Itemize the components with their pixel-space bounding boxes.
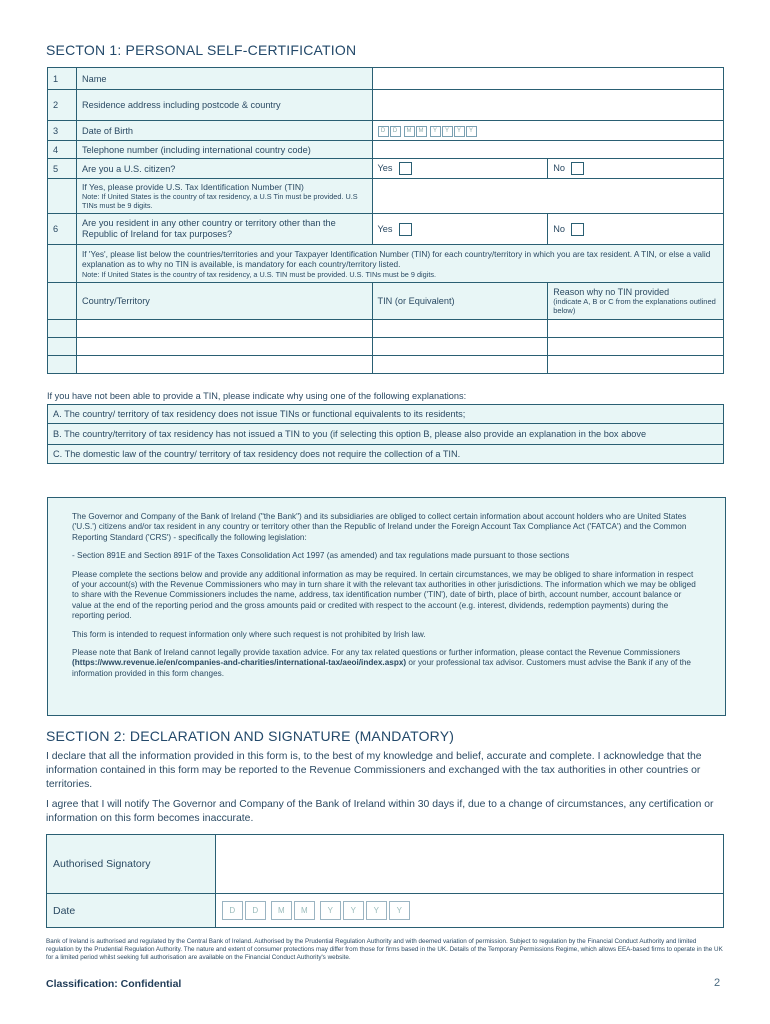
no-label: No [553, 162, 565, 173]
date-digit-box[interactable]: M [294, 901, 315, 920]
col-tin-header: TIN (or Equivalent) [372, 283, 548, 320]
date-label: Date [47, 894, 216, 928]
tin-question: If Yes, please provide U.S. Tax Identification Number (TIN) [81, 182, 304, 192]
signature-date-input[interactable] [215, 894, 723, 928]
info-paragraph: This form is intended to request information only where such request is not prohibited by Irish law. [72, 629, 426, 639]
list-item [48, 424, 724, 445]
row-number: 3 [48, 121, 77, 141]
explanations-table [47, 404, 724, 464]
section1-title: SECTON 1: PERSONAL SELF-CERTIFICATION [46, 42, 357, 58]
list-instruction: If 'Yes', please list below the countries/territories and your Taxpayer Identification Number (TIN) for each country/territory in which you are tax resident. A TIN, or else a valid explanation as to why no TIN is available, is mandatory for each country/territory listed. [81, 248, 711, 269]
explanations-intro: If you have not been able to provide a TIN, please indicate why using one of the following explanations: [47, 391, 467, 401]
reason-input[interactable] [548, 338, 724, 356]
no-checkbox[interactable] [571, 162, 584, 175]
name-label: Name [76, 68, 372, 90]
col-reason-header [548, 283, 724, 320]
dob-input[interactable] [372, 121, 724, 141]
table-row [48, 356, 724, 374]
address-input[interactable] [372, 90, 724, 121]
reason-input[interactable] [548, 320, 724, 338]
date-digit-box[interactable]: D [222, 901, 243, 920]
signatory-label: Authorised Signatory [47, 835, 216, 894]
us-citizen-yes[interactable] [372, 159, 548, 179]
signature-table [46, 834, 724, 928]
date-digit-box[interactable]: M [271, 901, 292, 920]
other-residency-yes[interactable] [372, 214, 548, 245]
info-paragraph: Please complete the sections below and provide any additional information as may be required. In certain circumstances, we may be obliged to share information in respect of your account(s) with the Revenue Commissioners who may in turn share it with the relevant tax authorities in other jurisdictions. The information which we may be obliged to share with the Revenue Commissioners includes the name, address, tax identification number ('TIN'), date of birth, place of birth, account number, account balance or value at the end of the reporting period and the gross amounts paid or credited with respect to the account (e.g. interest, dividends, redemption payments) during the reporting period. [72, 569, 696, 621]
no-checkbox[interactable] [571, 223, 584, 236]
info-paragraph: The Governor and Company of the Bank of Ireland ("the Bank") and its subsidiaries are obliged to collect certain information about account holders who are United States ('U.S.') citizens and/or tax resident in any country or territory other than the Republic of Ireland under the Foreign Account Tax Compliance Act ('FATCA') and the Common Reporting Standard ('CRS') - specifically the following legislation: [72, 512, 687, 542]
name-input[interactable] [372, 68, 724, 90]
address-label: Residence address including postcode & country [76, 90, 372, 121]
date-digit-box[interactable]: D [390, 126, 401, 137]
list-item [48, 405, 724, 424]
personal-info-table [47, 67, 724, 374]
date-digit-box[interactable]: Y [454, 126, 465, 137]
regulatory-footer: Bank of Ireland is authorised and regulated by the Central Bank of Ireland. Authorised by the Prudential Regulation Authority and with deemed variation of permission. Subject to regulation by the Financial Conduct Authority and limited regulation by the Prudential Regulation Authority. The nature and extent of consumer protections may differ from those for firms based in the UK. Details of the Temporary Permissions Regime, which allows EEA-based firms to operate in the UK for a limited period whilst seeking full authorisation are available on the Financial Conduct Authority's website. [46, 938, 723, 962]
tin-note: Note: If United States is the country of tax residency, a U.S Tin must be provided. U.S TINs must be 9 digits. [81, 192, 358, 210]
us-tin-input[interactable] [372, 179, 724, 214]
declaration-text: I declare that all the information provided in this form is, to the best of my knowledge and belief, accurate and complete. I acknowledge that the information contained in this form may be reported to the Revenue Commissioners and exchanged with the tax authorities in other countries or territories. [46, 751, 702, 790]
yes-checkbox[interactable] [399, 162, 412, 175]
row-number: 4 [48, 141, 77, 159]
info-text: Please note that Bank of Ireland cannot legally provide taxation advice. For any tax related questions or further information, please contact the Revenue Commissioners [72, 648, 681, 658]
date-digit-box[interactable]: Y [430, 126, 441, 137]
country-input[interactable] [76, 356, 372, 374]
explanation-text: The domestic law of the country/ territory of tax residency does not require the collection of a TIN. [64, 449, 461, 459]
other-residency-no[interactable] [548, 214, 724, 245]
date-digit-box[interactable]: D [378, 126, 389, 137]
us-citizen-label: Are you a U.S. citizen? [76, 159, 372, 179]
row-number-blank [48, 245, 77, 283]
us-citizen-no[interactable] [548, 159, 724, 179]
row-number-blank [48, 283, 77, 320]
classification-label: Classification: Confidential [46, 978, 182, 990]
other-residency-label: Are you resident in any other country or territory other than the Republic of Ireland for tax purposes? [76, 214, 372, 245]
no-label: No [553, 223, 565, 234]
table-row [48, 320, 724, 338]
section2-title: SECTION 2: DECLARATION AND SIGNATURE (MANDATORY) [46, 728, 455, 744]
tin-question-cell [76, 179, 372, 214]
country-input[interactable] [76, 338, 372, 356]
date-digit-box[interactable]: Y [343, 901, 364, 920]
dob-label: Date of Birth [76, 121, 372, 141]
date-digit-box[interactable]: Y [366, 901, 387, 920]
info-text: or your professional tax advisor. Customers must advise the Bank if any of the information provided in this form changes. [72, 658, 691, 678]
explanation-letter: A. [53, 409, 62, 419]
date-digit-box[interactable]: Y [442, 126, 453, 137]
col-reason-sub: (indicate A, B or C from the explanations outlined below) [553, 297, 716, 315]
date-digit-box[interactable]: M [404, 126, 415, 137]
notification-text: I agree that I will notify The Governor and Company of the Bank of Ireland within 30 days if, due to a change of circumstances, any certification or information on this form becomes inaccurate. [46, 799, 714, 824]
explanation-letter: C. [53, 449, 63, 459]
row-number: 6 [48, 214, 77, 245]
yes-checkbox[interactable] [399, 223, 412, 236]
row-number-blank [48, 356, 77, 374]
date-digit-box[interactable]: M [416, 126, 427, 137]
telephone-label: Telephone number (including international country code) [76, 141, 372, 159]
list-item [48, 445, 724, 464]
revenue-link[interactable]: (https://www.revenue.ie/en/companies-and-charities/international-tax/aeoi/index.aspx) [72, 658, 407, 668]
info-paragraph [72, 648, 700, 679]
info-paragraph: - Section 891E and Section 891F of the Taxes Consolidation Act 1997 (as amended) and tax regulations made pursuant to those sections [72, 551, 570, 561]
tin-input[interactable] [372, 320, 548, 338]
row-number-blank [48, 179, 77, 214]
telephone-input[interactable] [372, 141, 724, 159]
country-input[interactable] [76, 320, 372, 338]
date-digit-box[interactable]: Y [466, 126, 477, 137]
page-number: 2 [714, 977, 721, 989]
reason-input[interactable] [548, 356, 724, 374]
col-reason-title: Reason why no TIN provided [553, 287, 670, 297]
tin-input[interactable] [372, 338, 548, 356]
date-digit-box[interactable]: Y [320, 901, 341, 920]
row-number-blank [48, 338, 77, 356]
row-number: 1 [48, 68, 77, 90]
explanation-text: The country/ territory of tax residency does not issue TINs or functional equivalents to its residents; [64, 409, 466, 419]
table-row [48, 338, 724, 356]
tin-input[interactable] [372, 356, 548, 374]
row-number: 5 [48, 159, 77, 179]
date-digit-box[interactable]: Y [389, 901, 410, 920]
col-country-header: Country/Territory [76, 283, 372, 320]
fatca-crs-info-box [47, 497, 726, 716]
list-instruction-cell [76, 245, 723, 283]
yes-label: Yes [377, 162, 393, 173]
list-note: Note: If United States is the country of tax residency, a U.S. TIN must be provided. U.S. TINs must be 9 digits. [81, 269, 437, 279]
date-digit-box[interactable]: D [245, 901, 266, 920]
yes-label: Yes [377, 223, 393, 234]
explanation-text: The country/territory of tax residency has not issued a TIN to you (if selecting this option B, please also provide an explanation in the box above [64, 429, 647, 439]
signature-input[interactable] [215, 835, 723, 894]
explanation-letter: B. [53, 429, 62, 439]
row-number: 2 [48, 90, 77, 121]
row-number-blank [48, 320, 77, 338]
